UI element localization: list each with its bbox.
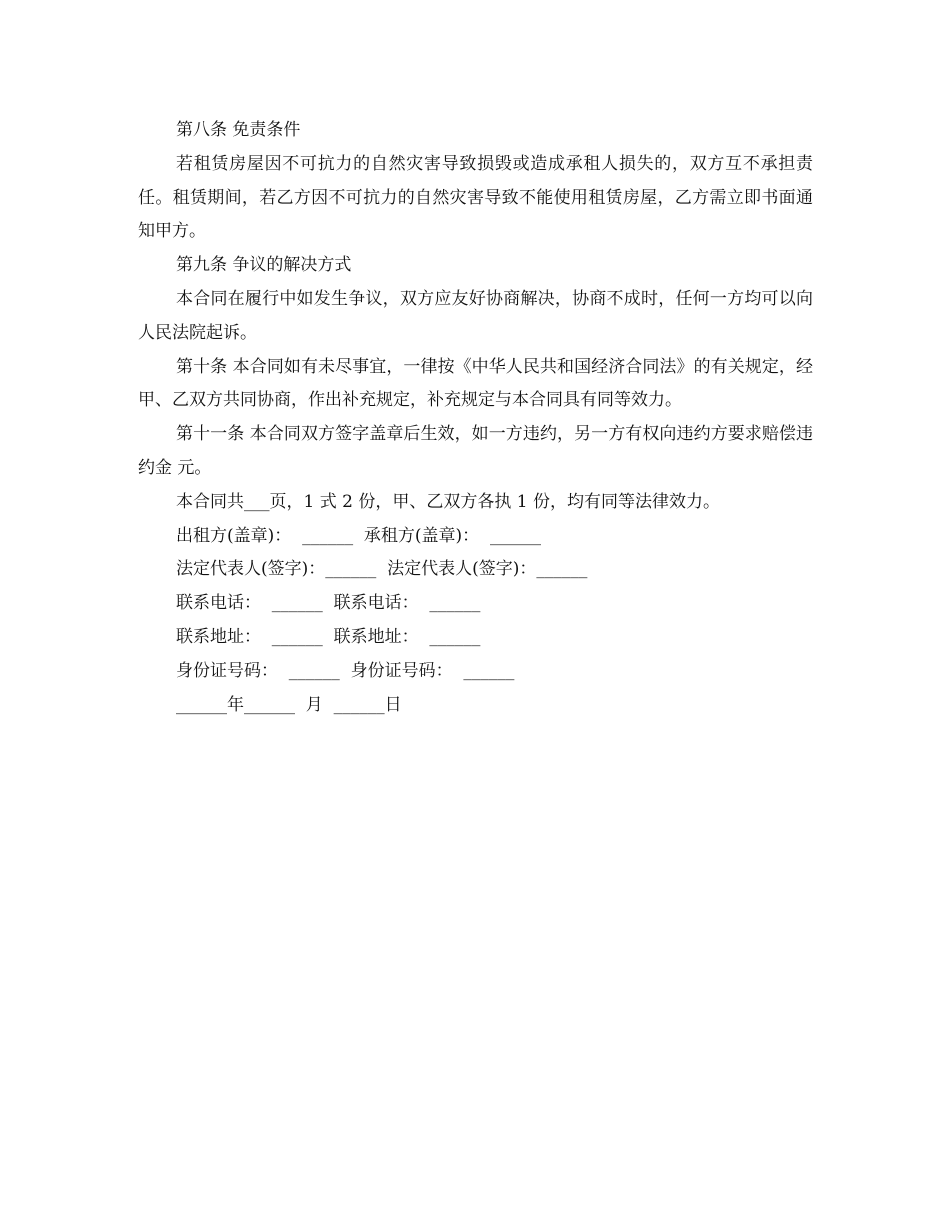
article-8-heading: 第八条 免责条件 <box>176 120 301 140</box>
signature-date-line: ______年______ 月 ______日 <box>176 694 402 715</box>
signature-id-line: 身份证号码： ______ 身份证号码： ______ <box>176 660 515 681</box>
signature-seal-line: 出租方(盖章)： ______ 承租方(盖章)： ______ <box>176 525 541 546</box>
article-9-heading: 第九条 争议的解决方式 <box>176 255 352 276</box>
article-10-text: 第十条 本合同如有未尽事宜，一律按《中华人民共和国经济合同法》的有关规定，经甲、乙双方共同协商，作出补充规定，补充规定与本合同具有同等效力。 <box>138 356 813 411</box>
signature-address-line: 联系地址： ______ 联系地址： ______ <box>176 626 481 647</box>
signature-phone-line: 联系电话： ______ 联系电话： ______ <box>176 593 481 614</box>
article-8-text: 若租赁房屋因不可抗力的自然灾害导致损毁或造成承租人损失的，双方互不承担责任。租赁期间，若乙方因不可抗力的自然灾害导致不能使用租赁房屋，乙方需立即书面通知甲方。 <box>138 153 813 242</box>
article-11-text: 第十一条 本合同双方签字盖章后生效，如一方违约，另一方有权向违约方要求赔偿违约金 元。 <box>138 424 813 478</box>
document-body <box>138 114 813 722</box>
article-9-text: 本合同在履行中如发生争议，双方应友好协商解决，协商不成时，任何一方均可以向人民法院起诉。 <box>138 288 813 343</box>
signature-representative-line: 法定代表人(签字)：______ 法定代表人(签字)：______ <box>176 559 588 580</box>
copies-statement: 本合同共___页，1 式 2 份，甲、乙双方各执 1 份，均有同等法律效力。 <box>176 491 720 512</box>
